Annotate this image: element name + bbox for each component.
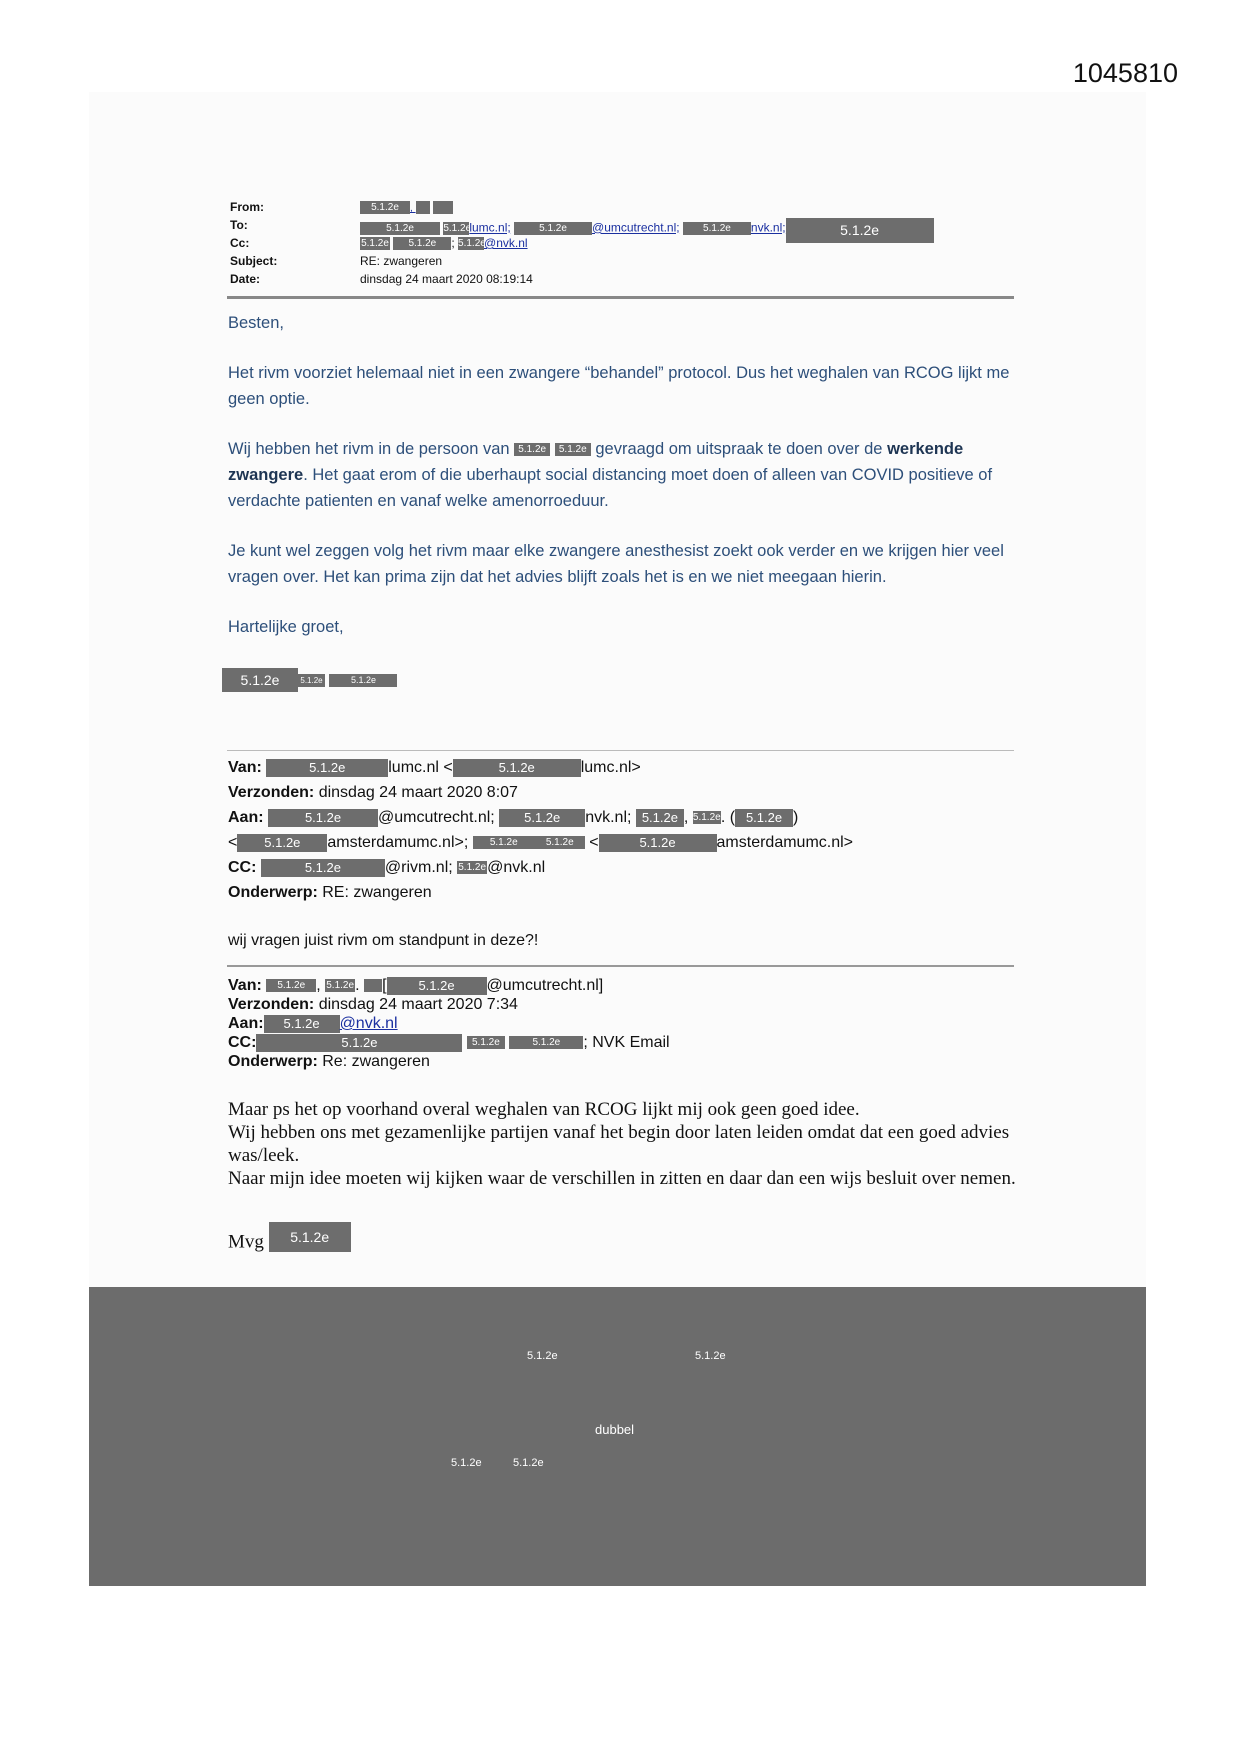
redaction: 5.1.2e (387, 977, 487, 995)
document-number: 1045810 (1072, 58, 1178, 88)
paragraph-1: Het rivm voorziet helemaal niet in een zwangere “behandel” protocol. Dus het weghalen van RCOG lijkt me geen optie. (228, 364, 1010, 408)
redaction: 5.1.2e (360, 222, 440, 235)
redaction: 5.1.2e (499, 809, 585, 827)
redaction: 5.1.2e (692, 812, 721, 824)
cc-label: CC: (228, 1034, 257, 1051)
redaction: 5.1.2e (458, 862, 487, 874)
redaction: 5.1.2e (458, 238, 486, 250)
onderwerp-label: Onderwerp: (228, 884, 318, 901)
divider (227, 965, 1014, 967)
subject-label: Subject: (230, 254, 278, 268)
aan-address[interactable]: @nvk.nl (339, 1015, 398, 1032)
van-label: Van: (228, 977, 262, 994)
onderwerp-value: RE: zwangeren (322, 884, 432, 901)
signature-redactions (222, 668, 397, 692)
aan-label: Aan: (228, 809, 264, 826)
redaction (416, 201, 430, 214)
redaction-code: 5.1.2e (513, 1457, 544, 1469)
redaction: 5.1.2e (509, 1036, 583, 1049)
to-address-3[interactable]: nvk.nl; (750, 220, 786, 235)
redaction: 5.1.2e (256, 1034, 462, 1052)
paragraph-3: Je kunt wel zeggen volg het rivm maar elke zwangere anesthesist zoekt ook verder en we krijgen hier veel vragen over. Het kan prima zijn dat het advies blijft zoals het is en we niet meegaan hierin. (228, 542, 1004, 586)
greeting: Besten, (228, 314, 284, 332)
paragraph-2 (228, 436, 1018, 514)
subject-value: RE: zwangeren (360, 254, 443, 268)
forwarded-header-1: Van: 5.1.2e lumc.nl < 5.1.2e lumc.nl> Verzonden: dinsdag 24 maart 2020 8:07 Aan: 5.1.2e @umcutrecht.nl; 5.1.2e nvk.nl; 5.1.2e , 5.1.2e. ( 5.1.2e ) < 5.1.2e amsterdamumc.nl>; 5.1.2e 5.1.2e < 5.1.2e amsterdamumc.nl> CC: 5.1.2e @rivm.nl; 5.1.2e@nvk.nl Onderwerp: RE: zwangeren (228, 759, 854, 901)
redaction: 5.1.2e (268, 809, 378, 827)
redaction: 5.1.2e (360, 201, 410, 214)
body-line-3: Naar mijn idee moeten wij kijken waar de verschillen in zitten en daar dan een wijs besluit over nemen. (228, 1168, 1016, 1189)
redaction: 5.1.2e (326, 980, 355, 992)
redaction: 5.1.2e (361, 238, 389, 250)
cc-label: Cc: (230, 236, 250, 250)
redaction: 5.1.2e (735, 809, 793, 827)
redaction: 5.1.2e (599, 834, 717, 852)
redaction: 5.1.2e (683, 222, 751, 235)
aan-label: Aan: (228, 1015, 264, 1032)
paragraph-2-start: Wij hebben het rivm in de persoon van (228, 440, 510, 458)
cc-address[interactable]: @nvk.nl (484, 236, 528, 250)
redaction: 5.1.2e (453, 759, 581, 777)
cc-label: CC: (228, 859, 257, 876)
divider (227, 750, 1014, 751)
redaction-code: 5.1.2e (451, 1457, 482, 1469)
redaction: 5.1.2e (329, 674, 397, 687)
redaction: 5.1.2e (467, 1036, 505, 1049)
redaction: 5.1.2e (636, 809, 684, 827)
verzonden-label: Verzonden: (228, 996, 315, 1013)
paragraph-2-end: . Het gaat erom of die uberhaupt social distancing moet doen of alleen van COVID positieve of verdachte patienten en vanaf welke amenorroeduur. (228, 466, 993, 510)
van-label: Van: (228, 759, 262, 776)
onderwerp-label: Onderwerp: (228, 1053, 318, 1070)
header-divider (227, 296, 1014, 299)
verzonden-label: Verzonden: (228, 784, 315, 801)
redaction: 5.1.2e (266, 759, 388, 777)
redaction: 5.1.2e (514, 222, 592, 235)
body-line-1: Maar ps het op voorhand overal weghalen van RCOG lijkt mij ook geen goed idee. (228, 1099, 860, 1120)
onderwerp-value: Re: zwangeren (322, 1053, 430, 1070)
to-label: To: (230, 218, 248, 232)
paragraph-2-bold: werkende zwangere (228, 440, 964, 484)
signoff: Mvg 5.1.2e (228, 1228, 1018, 1258)
redaction (364, 979, 382, 992)
redaction: 5.1.2e (237, 834, 327, 852)
from-label: From: (230, 200, 264, 214)
body-line-2: Wij hebben ons met gezamenlijke partijen vanaf het begin door laten leiden omdat dat een goed advies was/leek. (228, 1122, 1010, 1166)
redaction-code: 5.1.2e (527, 1350, 558, 1362)
forwarded-note: wij vragen juist rivm om standpunt in deze?! (228, 932, 539, 949)
forwarded-header-2: Van: 5.1.2e , 5.1.2e. [ 5.1.2e @umcutrecht.nl] Verzonden: dinsdag 24 maart 2020 7:34 Aan: 5.1.2e @nvk.nl CC: 5.1.2e 5.1.2e 5.1.2e ; NVK Email Onderwerp: Re: zwangeren (228, 977, 670, 1070)
redaction: 5.1.2e (261, 859, 385, 877)
redaction: 5.1.2e (514, 443, 550, 456)
date-value: dinsdag 24 maart 2020 08:19:14 (360, 272, 533, 286)
date-label: Date: (230, 272, 261, 286)
verzonden-value: dinsdag 24 maart 2020 8:07 (318, 784, 518, 801)
redaction: 5.1.2e (264, 1015, 340, 1033)
redaction: 5.1.2e (222, 668, 298, 692)
redaction: 5.1.2e (269, 1222, 351, 1252)
redaction: 5.1.2e (393, 237, 451, 250)
redaction: 5.1.2e (535, 836, 585, 849)
paragraph-2-middle: gevraagd om uitspraak te doen over de (595, 440, 883, 458)
redacted-duplicate-block (89, 1287, 1146, 1586)
redaction: 5.1.2e (555, 443, 591, 456)
redaction: 5.1.2e (786, 218, 934, 243)
to-address-2[interactable]: @umcutrecht.nl; (592, 220, 680, 235)
redaction-code: 5.1.2e (695, 1350, 726, 1362)
redaction: 5.1.2e (298, 674, 325, 687)
verzonden-value: dinsdag 24 maart 2020 7:34 (318, 996, 518, 1013)
redaction: 5.1.2e (266, 979, 316, 992)
to-address-1[interactable]: lumc.nl; (469, 220, 511, 235)
redaction: 5.1.2e (473, 836, 535, 849)
redaction: 5.1.2e (443, 223, 472, 234)
dubbel-label: dubbel (595, 1422, 635, 1437)
redaction (433, 201, 453, 214)
closing: Hartelijke groet, (228, 618, 344, 636)
